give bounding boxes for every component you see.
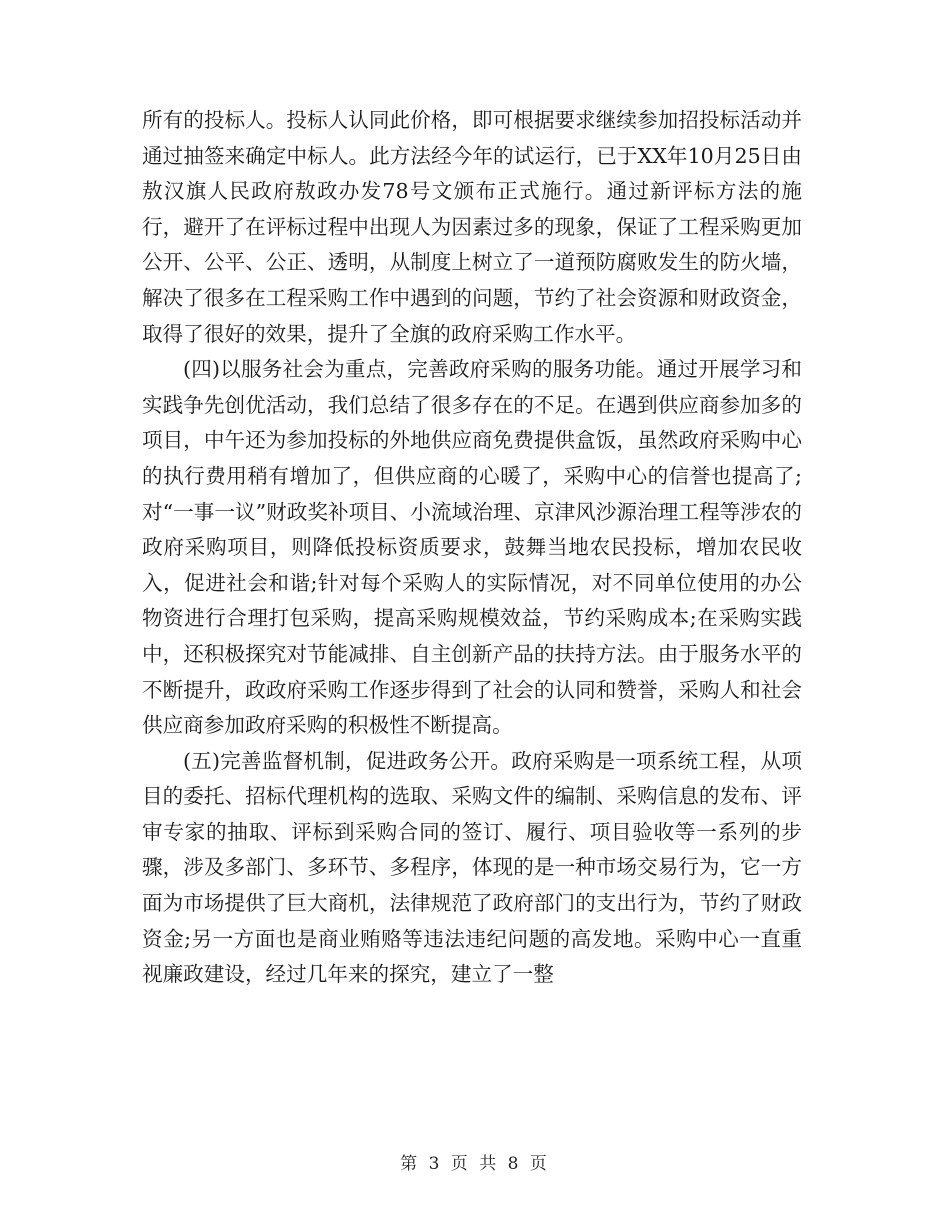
- page-number-footer: 第 3 页 共 8 页: [400, 1154, 550, 1174]
- paragraph-tender-method: 所有的投标人。投标人认同此价格，即可根据要求继续参加招投标活动并通过抽签来确定中标人。此方法经今年的试运行，已于XX年10月25日由敖汉旗人民政府敖政办发78号文颁布正式施行。通过新评标方法的施行，避开了在评标过程中出现人为因素过多的现象，保证了工程采购更加公开、公平、公正、透明，从制度上树立了一道预防腐败发生的防火墙，解决了很多在工程采购工作中遇到的问题，节约了社会资源和财政资金，取得了很好的效果，提升了全旗的政府采购工作水平。: [142, 108, 802, 346]
- paragraph-supervision-mechanism: (五)完善监督机制，促进政务公开。政府采购是一项系统工程，从项目的委托、招标代理机构的选取、采购文件的编制、采购信息的发布、评审专家的抽取、评标到采购合同的签订、履行、项目验收等一系列的步骤，涉及多部门、多环节、多程序，体现的是一种市场交易行为，它一方面为市场提供了巨大商机，法律规范了政府部门的支出行为，节约了财政资金;另一方面也是商业贿赂等违法违纪问题的高发地。采购中心一直重视廉政建设，经过几年来的探究，建立了一整: [142, 748, 802, 987]
- paragraph-service-function: (四)以服务社会为重点，完善政府采购的服务功能。通过开展学习和实践争先创优活动，我们总结了很多存在的不足。在遇到供应商参加多的项目，中午还为参加投标的外地供应商免费提供盒饭，虽然政府采购中心的执行费用稍有增加了，但供应商的心暖了，采购中心的信誉也提高了;对“一事一议”财政奖补项目、小流域治理、京津风沙源治理工程等涉农的政府采购项目，则降低投标资质要求，鼓舞当地农民投标，增加农民收入，促进社会和谐;针对每个采购人的实际情况，对不同单位使用的办公物资进行合理打包采购，提高采购规模效益，节约采购成本;在采购实践中，还积极探究对节能减排、自主创新产品的扶持方法。由于服务水平的不断提升，政政府采购工作逐步得到了社会的认同和赞誉，采购人和社会供应商参加政府采购的积极性不断提高。: [142, 357, 802, 738]
- document-body: [142, 103, 802, 993]
